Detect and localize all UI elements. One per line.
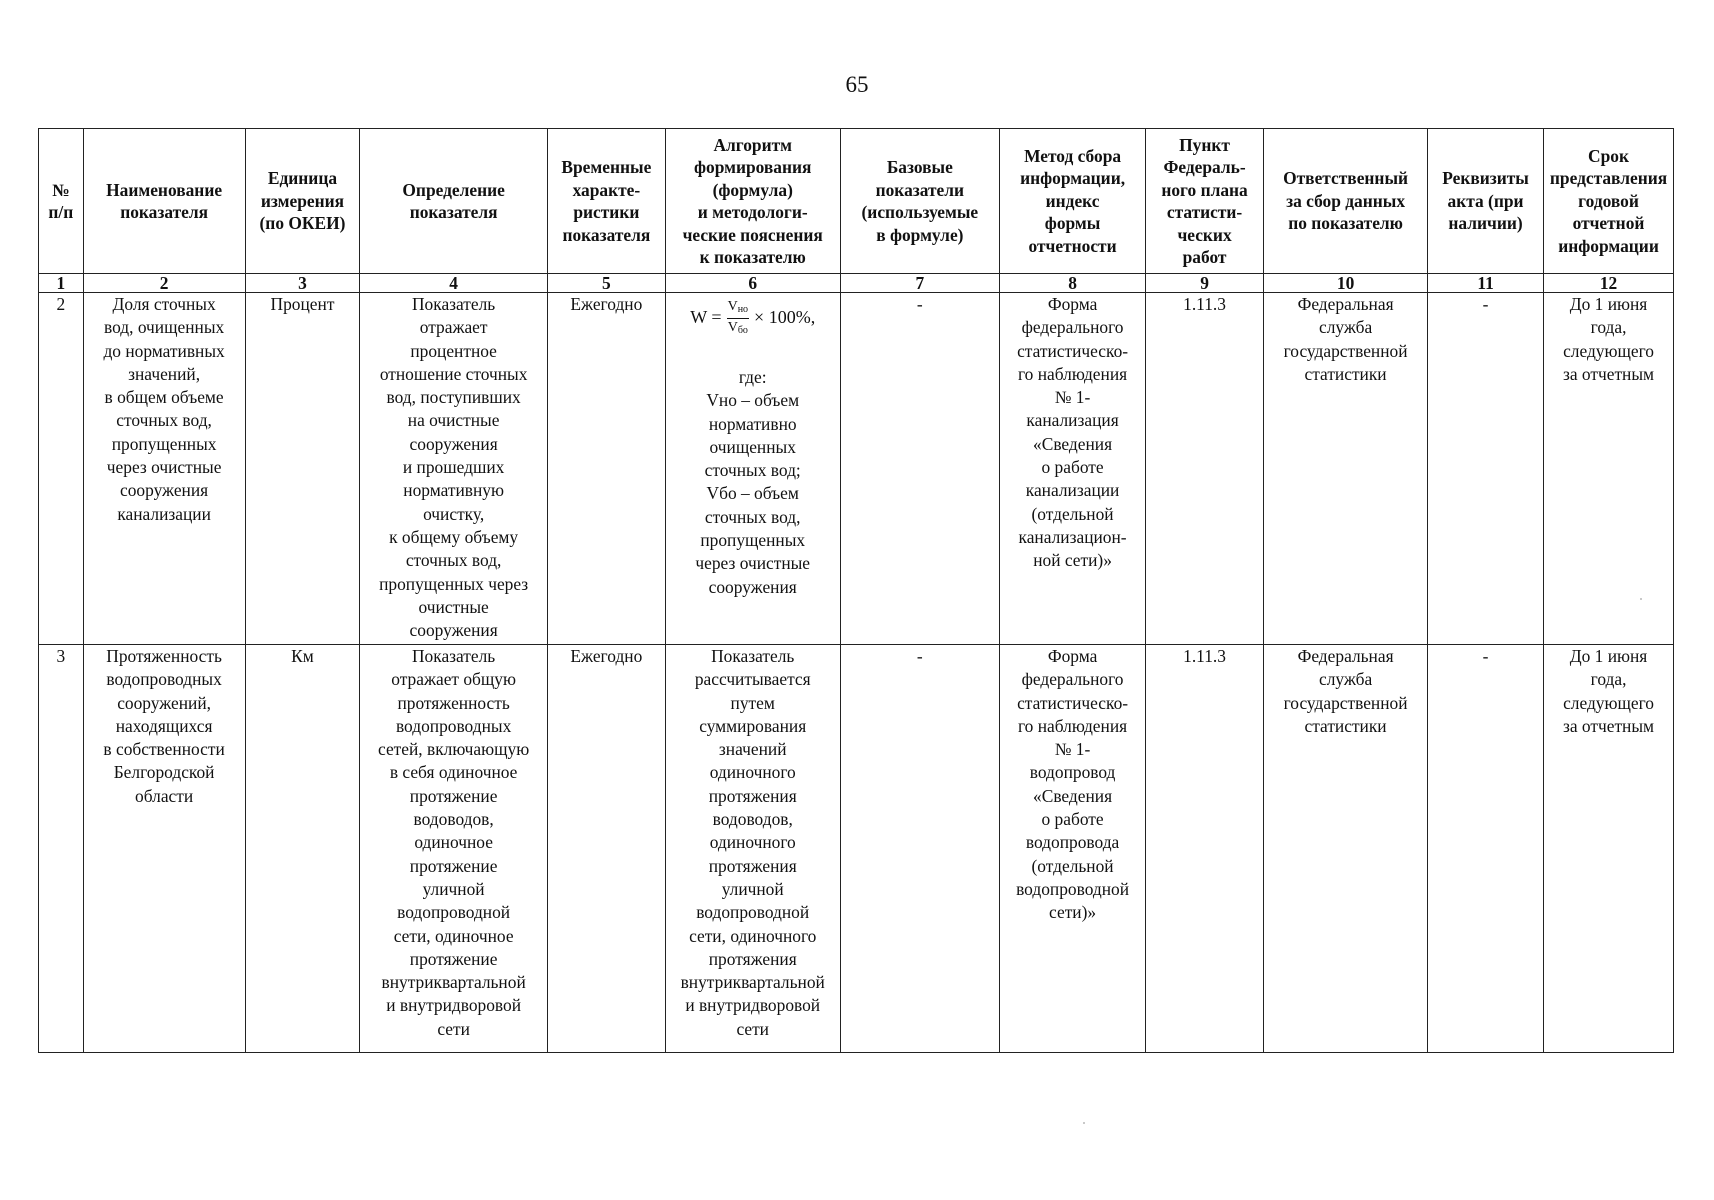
text-line: государственной	[1283, 692, 1408, 713]
text-line: значений,	[128, 363, 201, 384]
column-number: 5	[547, 274, 665, 293]
deadline-cell	[1544, 645, 1674, 1053]
text-line: внутриквартальной	[381, 972, 526, 993]
text-line: очищенных	[709, 436, 796, 457]
text-line: годовой	[1578, 190, 1639, 211]
text-line: пропущенных	[111, 433, 217, 454]
text-line: протяжения	[708, 855, 797, 876]
text-line: (используемые	[861, 202, 979, 222]
text-line: года,	[1590, 669, 1627, 690]
text-line: федерального	[1021, 669, 1124, 690]
text-line: работ	[1182, 247, 1227, 267]
text-line: протяжения	[708, 948, 797, 969]
text-line: Федеральная	[1297, 294, 1394, 314]
text-line: уличной	[422, 878, 485, 899]
text-line: ристики	[573, 202, 640, 222]
text-line: нормативно	[708, 413, 797, 434]
header-cell-unit	[245, 129, 360, 274]
text-line: к показателю	[699, 247, 806, 267]
header-cell-definition	[360, 129, 547, 274]
header-cell-number	[39, 129, 84, 274]
text-line: (формула)	[712, 179, 793, 200]
column-number: 1	[39, 274, 84, 293]
page-number: 65	[845, 72, 869, 97]
text-line: по показателю	[1288, 213, 1403, 234]
header-cell-period	[547, 129, 665, 274]
text-line: федерального	[1021, 317, 1124, 338]
text-line: рассчитывается	[694, 669, 811, 690]
text-line: сети	[437, 1018, 470, 1039]
text-line: в общем объеме	[104, 387, 224, 408]
text-line: представления	[1549, 168, 1668, 189]
row-number: 3	[39, 645, 84, 1053]
text-line: путем	[730, 692, 775, 713]
text-line: канализации	[1025, 480, 1120, 501]
text-line: находящихся	[115, 715, 213, 736]
text-line: протяжение	[409, 855, 498, 876]
text-line: водопроводных	[395, 715, 512, 736]
text-line: в себя одиночное	[389, 762, 518, 783]
text-line: сети	[736, 1018, 769, 1039]
text-line: го наблюдения	[1017, 363, 1128, 384]
text-line: протяжения	[708, 785, 797, 806]
formula	[668, 293, 838, 343]
text-line: водопроводной	[1016, 878, 1130, 899]
text-line: Алгоритм	[713, 134, 792, 155]
column-number-row	[39, 274, 1674, 293]
text-line: сточных вод,	[116, 410, 212, 431]
text-line: суммирования	[699, 715, 807, 736]
plan-item-cell: 1.11.3	[1145, 645, 1263, 1053]
definition-cell	[360, 293, 547, 645]
text-line: о работе	[1041, 457, 1104, 478]
text-line: канализация	[1026, 410, 1119, 431]
text-line: отражает общую	[391, 669, 516, 690]
text-line: служба	[1318, 669, 1373, 690]
text-line: го наблюдения	[1017, 715, 1128, 736]
text-line: сточных вод;	[704, 460, 801, 481]
text-line: водоводов,	[413, 809, 494, 830]
text-line: информации,	[1020, 168, 1126, 189]
formula-denominator: $V_{бо}$	[727, 319, 748, 336]
unit-cell: Км	[245, 645, 360, 1053]
text-line: Реквизиты	[1442, 168, 1529, 189]
text-line: Vбо – объем	[706, 483, 799, 504]
text-line: вод, поступивших	[386, 387, 521, 408]
text-line: канализацион-	[1018, 526, 1127, 547]
text-line: очистные	[418, 596, 489, 617]
text-line: и внутридворовой	[386, 995, 522, 1016]
text-line: (отдельной	[1031, 503, 1114, 524]
text-line: и методологи-	[697, 202, 808, 222]
header-cell-responsible	[1264, 129, 1428, 274]
table-header-row	[39, 129, 1674, 274]
text-line: протяжение	[409, 948, 498, 969]
text-line: статистики	[1304, 363, 1387, 384]
text-line: внутриквартальной	[680, 972, 825, 993]
text-line: статистики	[1304, 715, 1387, 736]
text-line: Ответственный	[1283, 168, 1409, 189]
text-line: водопроводной	[397, 902, 511, 923]
text-line: (по ОКЕИ)	[259, 213, 346, 234]
text-line: сооружения	[409, 620, 498, 641]
indicator-name	[83, 293, 245, 645]
text-line: формирования	[693, 157, 812, 177]
column-number: 4	[360, 274, 547, 293]
text-line: показатели	[875, 179, 965, 200]
text-line: Форма	[1047, 646, 1098, 666]
text-line: одиночное	[414, 832, 493, 853]
text-line: процентное	[410, 340, 497, 361]
formula-rhs: × 100%,	[754, 307, 816, 328]
definition-cell	[360, 645, 547, 1053]
text-line: очистку,	[423, 503, 485, 524]
text-line: ного плана	[1161, 179, 1248, 200]
text-line: Показатель	[711, 646, 795, 666]
text-line: следующего	[1563, 340, 1654, 361]
text-line: № 1-	[1054, 739, 1091, 760]
table-row	[39, 645, 1674, 1053]
formula-fraction	[727, 299, 749, 338]
text-line: Форма	[1047, 294, 1098, 314]
algorithm-explanation	[668, 366, 838, 599]
text-line: значений	[718, 739, 787, 760]
text-line: Белгородской	[113, 762, 215, 783]
text-line: показателя	[120, 202, 209, 222]
plan-item-cell: 1.11.3	[1145, 293, 1263, 645]
text-line: сооружений,	[117, 692, 212, 713]
text-line: водопровода	[1025, 832, 1120, 853]
text-line: водопроводных	[106, 669, 222, 690]
text-line: ческих	[1177, 224, 1232, 245]
header-cell-deadline	[1544, 129, 1674, 274]
column-number: 3	[245, 274, 360, 293]
algorithm-cell	[665, 645, 840, 1053]
text-line: в формуле)	[876, 224, 964, 245]
base-indicators-cell: -	[840, 293, 1000, 645]
text-line: акта (при	[1447, 190, 1524, 211]
text-line: за отчетным	[1562, 715, 1655, 736]
text-line: информации	[1558, 235, 1659, 256]
text-line: Федеральная	[1297, 646, 1394, 666]
text-line: «Сведения	[1033, 433, 1113, 454]
text-line: отражает	[419, 317, 488, 338]
text-line: водоводов,	[712, 809, 793, 830]
text-line: водопровод	[1029, 762, 1116, 783]
text-line: формы	[1044, 213, 1101, 234]
text-line: отчетной	[1572, 213, 1645, 234]
text-line: области	[135, 785, 194, 806]
row-number: 2	[39, 293, 84, 645]
text-line: наличии)	[1448, 213, 1523, 234]
text-line: одиночного	[709, 762, 796, 783]
text-line: и прошедших	[402, 457, 505, 478]
text-line: сети)»	[1049, 902, 1097, 923]
text-line: где:	[738, 367, 767, 387]
text-line: служба	[1318, 317, 1373, 338]
scan-speck	[1640, 598, 1642, 600]
text-line: статистическо-	[1017, 340, 1129, 361]
text-line: №	[52, 179, 70, 200]
text-line: и внутридворовой	[685, 995, 821, 1016]
header-cell-base-indicators	[840, 129, 1000, 274]
column-number: 7	[840, 274, 1000, 293]
text-line: Показатель	[412, 294, 496, 314]
text-line: следующего	[1563, 692, 1654, 713]
text-line: года,	[1590, 317, 1627, 338]
act-details-cell: -	[1428, 645, 1544, 1053]
text-line: ческие пояснения	[682, 224, 823, 245]
text-line: статисти-	[1166, 202, 1243, 222]
deadline-cell	[1544, 293, 1674, 645]
text-line: Показатель	[412, 646, 496, 666]
text-line: в собственности	[103, 739, 225, 760]
indicator-name	[83, 645, 245, 1053]
unit-cell: Процент	[245, 293, 360, 645]
text-line: о работе	[1041, 809, 1104, 830]
text-line: показателя	[562, 224, 651, 245]
text-line: сооружения	[708, 576, 797, 597]
text-line: ной сети)»	[1033, 550, 1112, 571]
text-line: Наименование	[106, 179, 223, 200]
text-line: измерения	[260, 190, 345, 211]
act-details-cell: -	[1428, 293, 1544, 645]
column-number: 2	[83, 274, 245, 293]
text-line: Временные	[561, 157, 652, 177]
period-cell: Ежегодно	[547, 645, 665, 1053]
header-cell-name	[83, 129, 245, 274]
text-line: отчетности	[1028, 235, 1117, 256]
text-line: До 1 июня	[1569, 646, 1648, 666]
column-number: 6	[665, 274, 840, 293]
text-line: Срок	[1588, 145, 1629, 166]
responsible-cell	[1264, 645, 1428, 1053]
indicators-table	[38, 128, 1674, 1053]
header-cell-act-details	[1428, 129, 1544, 274]
formula-numerator: $V_{но}$	[727, 299, 749, 319]
text-line: государственной	[1283, 340, 1408, 361]
text-line: протяженность	[397, 692, 510, 713]
text-line: сточных вод,	[704, 506, 801, 527]
text-line: вод, очищенных	[103, 317, 225, 338]
text-line: Определение	[402, 179, 505, 200]
text-line: № 1-	[1054, 387, 1091, 408]
text-line: «Сведения	[1033, 785, 1113, 806]
text-line: нормативную	[403, 480, 504, 501]
header-cell-method	[1000, 129, 1146, 274]
text-line: пропущенных через	[379, 573, 529, 594]
text-line: за отчетным	[1562, 363, 1655, 384]
table-row	[39, 293, 1674, 645]
text-line: Доля сточных	[112, 294, 216, 314]
header-cell-plan-item	[1145, 129, 1263, 274]
text-line: Пункт	[1179, 134, 1230, 155]
column-number: 12	[1544, 274, 1674, 293]
column-number: 11	[1428, 274, 1544, 293]
responsible-cell	[1264, 293, 1428, 645]
text-line: Базовые	[886, 157, 953, 177]
text-line: за сбор данных	[1286, 190, 1406, 211]
text-line: сети, одиночное	[393, 925, 514, 946]
text-line: сточных вод,	[405, 550, 502, 571]
text-line: Vно – объем	[706, 390, 800, 411]
text-line: пропущенных	[700, 530, 806, 551]
text-line: через очистные	[695, 553, 811, 574]
text-line: до нормативных	[103, 340, 225, 361]
text-line: характе-	[572, 179, 641, 200]
period-cell: Ежегодно	[547, 293, 665, 645]
text-line: (отдельной	[1031, 855, 1114, 876]
text-line: уличной	[721, 878, 784, 899]
formula-lhs: W =	[690, 307, 722, 328]
text-line: индекс	[1045, 190, 1100, 211]
text-line: водопроводной	[696, 902, 810, 923]
text-line: отношение сточных	[379, 363, 528, 384]
text-line: сооружения	[409, 433, 498, 454]
text-line: статистическо-	[1017, 692, 1129, 713]
text-line: Протяженность	[106, 646, 222, 666]
text-line: Единица	[267, 168, 338, 189]
method-cell	[1000, 645, 1146, 1053]
text-line: сооружения	[120, 480, 209, 501]
method-cell	[1000, 293, 1146, 645]
algorithm-cell	[665, 293, 840, 645]
text-line: одиночного	[709, 832, 796, 853]
column-number: 9	[1145, 274, 1263, 293]
header-cell-algorithm	[665, 129, 840, 274]
text-line: сетей, включающую	[378, 739, 530, 760]
text-line: До 1 июня	[1569, 294, 1648, 314]
text-line: сети, одиночного	[689, 925, 817, 946]
text-line: через очистные	[106, 457, 222, 478]
text-line: показателя	[409, 202, 498, 222]
column-number: 8	[1000, 274, 1146, 293]
text-line: к общему объему	[389, 526, 519, 547]
base-indicators-cell: -	[840, 645, 1000, 1053]
text-line: Метод сбора	[1024, 145, 1122, 166]
scan-speck	[1083, 1122, 1085, 1124]
column-number: 10	[1264, 274, 1428, 293]
text-line: канализации	[117, 503, 211, 524]
text-line: на очистные	[407, 410, 500, 431]
text-line: протяжение	[409, 785, 498, 806]
text-line: п/п	[48, 202, 74, 222]
text-line: Федераль-	[1163, 157, 1246, 177]
